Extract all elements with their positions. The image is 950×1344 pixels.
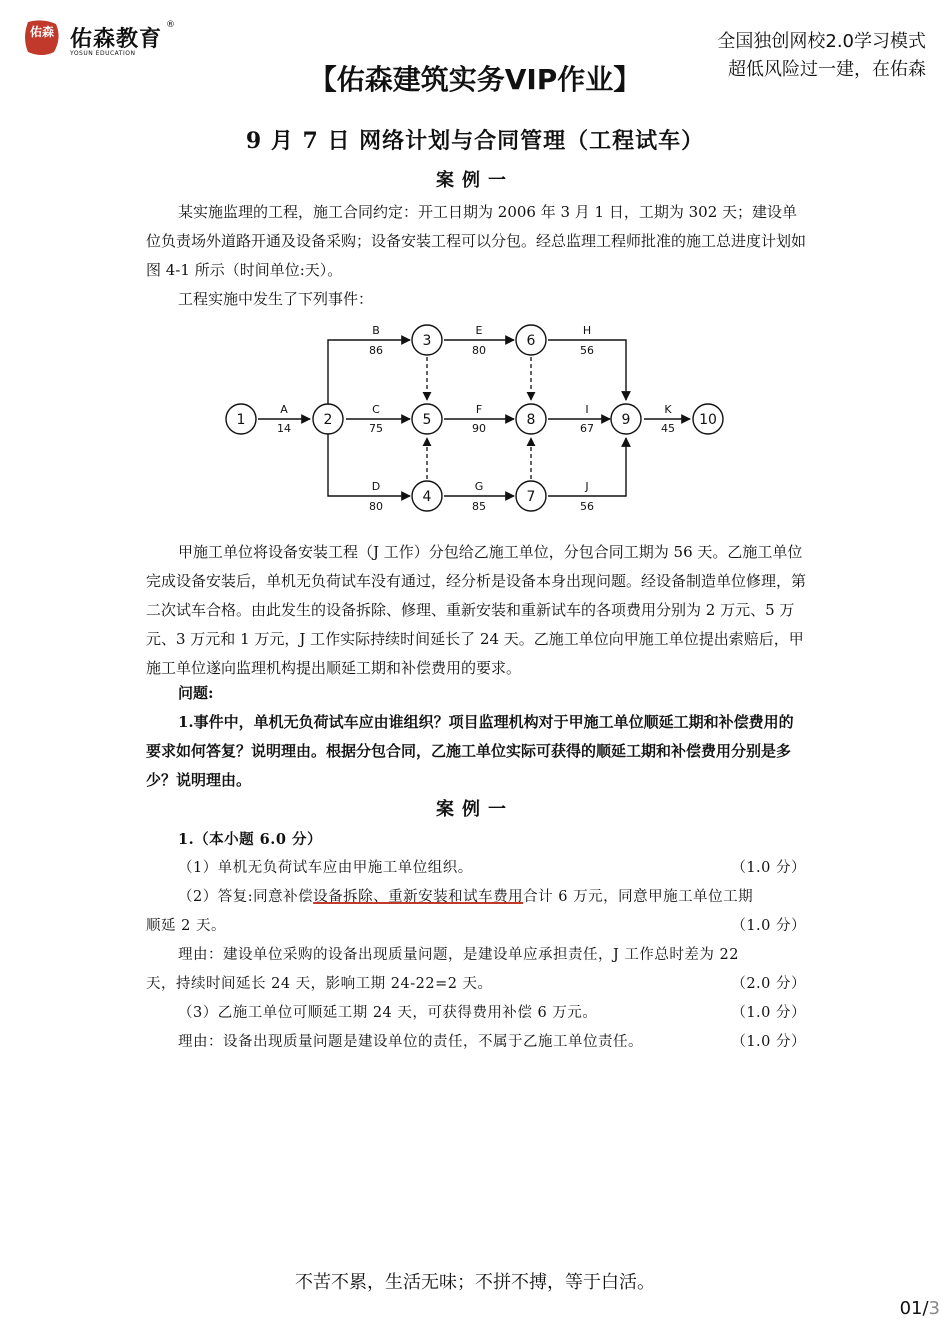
activity-duration-e: 80: [472, 344, 486, 357]
case-paragraph-2: 工程实施中发生了下列事件：: [178, 290, 374, 308]
node-label-2: 2: [323, 412, 333, 428]
page-subtitle: 9 月 7 日 网络计划与合同管理（工程试车）: [245, 128, 705, 154]
answer-line-5: [146, 970, 806, 999]
activity-duration-a: 14: [277, 422, 291, 435]
answer-question-title: 1.（本小题 6.0 分）: [178, 831, 322, 848]
activity-name-b: B: [372, 324, 380, 337]
slogan-line-2: 超低风险过一建，在佑森: [728, 59, 926, 80]
page-current: 01/: [899, 1298, 929, 1319]
activity-name-j: J: [585, 480, 589, 493]
activity-name-k: K: [664, 403, 672, 416]
node-label-10: 10: [699, 412, 717, 428]
node-label-4: 4: [422, 489, 432, 505]
question-label: 问题:: [178, 684, 214, 702]
activity-duration-f: 90: [472, 422, 486, 435]
registered-mark-icon: ®: [166, 20, 175, 30]
question-1: 1.事件中，单机无负荷试车应由谁组织？项目监理机构对于甲施工单位顺延工期和补偿费用的要求如何答复？说明理由。根据分包合同，乙施工单位实际可获得的顺延工期和补偿费用分别是多少？说明理由。: [146, 713, 794, 789]
page-title: 【佑森建筑实务VIP作业】: [308, 63, 642, 96]
page-total: 3: [928, 1298, 940, 1319]
answer-line-3: [146, 912, 806, 941]
answer-line-2: [146, 883, 806, 912]
answer-line-6-text: （3）乙施工单位可顺延工期 24 天，可获得费用补偿 6 万元。: [178, 1005, 598, 1021]
activity-duration-d: 80: [369, 500, 383, 513]
case-paragraph-1: 某实施监理的工程，施工合同约定：开工日期为 2006 年 3 月 1 日，工期为 302 天；建设单位负责场外道路开通及设备采购；设备安装工程可以分包。经总监理工程师批准的施工总进度计划如图 4-1 所示（时间单位:天）。: [146, 203, 807, 279]
activity-name-i: I: [585, 403, 589, 416]
answer-line-4-text: 理由：建设单位采购的设备出现质量问题，是建设单应承担责任，J 工作总时差为 22: [178, 947, 739, 963]
answer-line-2-text-b: 合计 6 万元，同意甲施工单位工期: [523, 889, 754, 905]
activity-name-a: A: [280, 403, 288, 416]
activity-duration-h: 56: [580, 344, 594, 357]
activity-duration-c: 75: [369, 422, 383, 435]
brand-logo: [22, 18, 175, 62]
activity-name-f: F: [475, 403, 483, 416]
answer-line-4: [146, 941, 806, 970]
node-label-6: 6: [526, 333, 536, 349]
activity-duration-j: 56: [580, 500, 594, 513]
answer-line-7-score: （1.0 分）: [731, 1034, 806, 1050]
page-number: [900, 1298, 940, 1319]
case-heading: 案例一: [436, 170, 514, 191]
node-label-7: 7: [526, 489, 536, 505]
logo-mark-icon: [22, 18, 62, 58]
answer-line-1: [146, 854, 806, 883]
logo-text: 佑森教育: [70, 27, 163, 52]
activity-duration-g: 85: [472, 500, 486, 513]
answer-line-2-text-a: （2）答复:同意补偿: [178, 889, 314, 905]
answer-line-7: [146, 1028, 806, 1057]
node-label-5: 5: [422, 412, 432, 428]
activity-duration-i: 67: [580, 422, 594, 435]
node-label-8: 8: [526, 412, 536, 428]
activity-duration-b: 86: [369, 344, 383, 357]
node-label-3: 3: [422, 333, 432, 349]
footer-quote: 不苦不累，生活无味；不拼不搏，等于白活。: [295, 1272, 655, 1293]
node-label-9: 9: [621, 412, 631, 428]
activity-name-d: D: [371, 480, 381, 493]
case-paragraph-3: 甲施工单位将设备安装工程（J 工作）分包给乙施工单位，分包合同工期为 56 天。乙施工单位完成设备安装后，单机无负荷试车没有通过，经分析是设备本身出现问题。经设备制造单位修理，第二次试车合格。由此发生的设备拆除、修理、重新安装和重新试车的各项费用分别为 2 万元、5 万元、3 万元和 1 万元，J 工作实际持续时间延长了 24 天。乙施工单位向甲施工单位提出索赔后，甲施工单位遂向监理机构提出顺延工期和补偿费用的要求。: [146, 543, 807, 677]
answer-line-5-text: 天，持续时间延长 24 天，影响工期 24-22=2 天。: [146, 976, 493, 992]
answer-line-3-text: 顺延 2 天。: [146, 918, 226, 934]
activity-duration-k: 45: [661, 422, 675, 435]
activity-name-e: E: [475, 324, 483, 337]
answer-line-7-text: 理由：设备出现质量问题是建设单位的责任，不属于乙施工单位责任。: [178, 1034, 643, 1050]
node-label-1: 1: [236, 412, 246, 428]
activity-name-h: H: [582, 324, 592, 337]
answer-line-5-score: （2.0 分）: [731, 976, 806, 992]
answer-line-2-underlined: 设备拆除、重新安装和试车费用: [313, 889, 524, 905]
answer-line-1-score: （1.0 分）: [731, 860, 806, 876]
answer-line-6-score: （1.0 分）: [731, 1005, 806, 1021]
activity-name-g: G: [474, 480, 484, 493]
slogan-line-1: 全国独创网校2.0学习模式: [717, 31, 926, 52]
answer-line-6: [146, 999, 806, 1028]
answer-heading: 案例一: [436, 799, 514, 820]
answer-line-3-score: （1.0 分）: [731, 918, 806, 934]
logo-mark-top: 佑森: [29, 25, 55, 39]
network-diagram: [220, 320, 740, 520]
answer-line-1-text: （1）单机无负荷试车应由甲施工单位组织。: [178, 860, 473, 876]
activity-name-c: C: [372, 403, 380, 416]
logo-subtext: YOSUN EDUCATION: [70, 50, 136, 57]
